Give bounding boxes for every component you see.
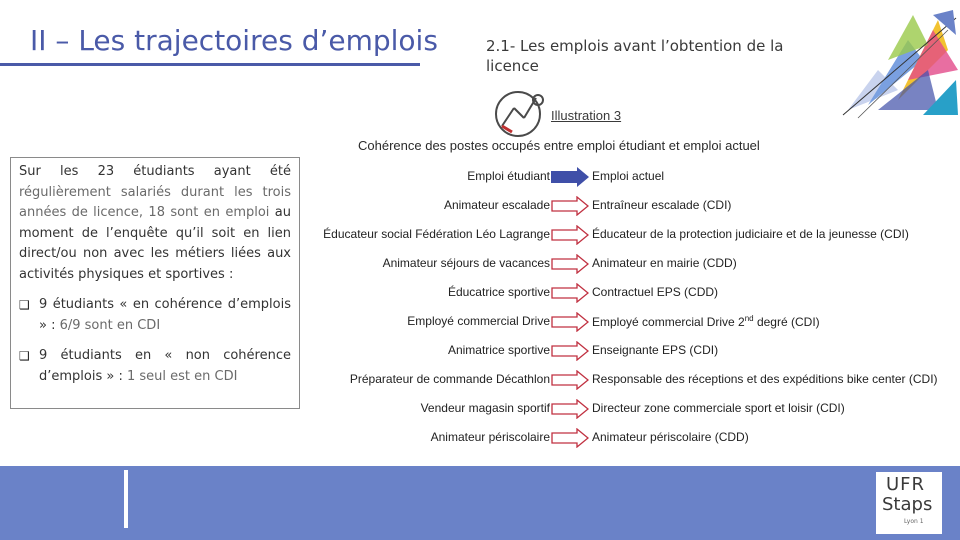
footer-divider (124, 470, 128, 528)
table-row (300, 395, 960, 424)
logo-text-lyon: Lyon 1 (904, 518, 924, 525)
section-subtitle: 2.1- Les emplois avant l’obtention de la licence (486, 37, 784, 75)
row-left: Préparateur de commande Décathlon (349, 372, 550, 386)
row-left: Animatrice sportive (447, 343, 550, 357)
row-left: Éducatrice sportive (447, 285, 550, 299)
arrow-right-icon (551, 283, 589, 303)
checkbox-bullet-icon: ❑ (19, 298, 30, 312)
row-right: Animateur en mairie (CDD) (592, 256, 737, 270)
logo-text-staps: Staps (882, 494, 933, 515)
bullet-coherent (19, 295, 291, 336)
illustration-caption: Cohérence des postes occupés entre emploi étudiant et emploi actuel (358, 138, 760, 153)
logo-text-ufr: UFR (886, 474, 926, 495)
row-left: Animateur périscolaire (430, 430, 550, 444)
row-right-main: Employé commercial Drive 2 (592, 315, 745, 329)
row-right-end: degré (CDI) (753, 315, 820, 329)
illustration-label: Illustration 3 (551, 108, 622, 123)
arrow-right-icon (551, 254, 589, 274)
table-row (300, 192, 960, 221)
summary-paragraph (19, 162, 291, 285)
summary-text-end: au moment de l’enquête qu’il soit en lien direct/ou non avec les métiers liées aux activités physiques et sportives : (19, 205, 291, 282)
table-row (300, 279, 960, 308)
table-row (300, 424, 960, 453)
table-row (300, 250, 960, 279)
bullet-main-text: 9 étudiants en « non cohérence d’emplois » : (39, 348, 291, 384)
row-right-sup: nd (744, 314, 754, 323)
arrow-right-icon (551, 312, 589, 332)
arrow-right-icon (551, 167, 589, 187)
table-row (300, 308, 960, 337)
arrow-right-icon (551, 399, 589, 419)
row-left: Employé commercial Drive (407, 314, 550, 328)
arrow-right-icon (551, 196, 589, 216)
header-right: Emploi actuel (592, 169, 665, 183)
decorative-pattern-icon (838, 10, 960, 120)
arrow-right-icon (551, 428, 589, 448)
page-title: II – Les trajectoires d’emplois (30, 24, 438, 57)
row-right: Éducateur de la protection judiciaire et de la jeunesse (CDI) (592, 227, 909, 241)
summary-text: Sur les 23 étudiants ayant été (19, 164, 291, 179)
row-right: Responsable des réceptions et des expéditions bike center (CDI) (592, 372, 938, 386)
summary-highlight: régulièrement salariés durant les trois années de licence, (19, 184, 291, 220)
header-left: Emploi étudiant (467, 169, 550, 183)
row-right: Enseignante EPS (CDI) (592, 343, 719, 357)
arrow-right-icon (551, 370, 589, 390)
bullet-non-coherent (19, 346, 291, 387)
summary-highlight-employed: 18 sont en emploi (148, 205, 270, 220)
checkbox-bullet-icon: ❑ (19, 349, 30, 363)
arrow-right-icon (551, 225, 589, 245)
row-left: Animateur escalade (443, 198, 550, 212)
title-underline (0, 63, 420, 66)
row-right: Animateur périscolaire (CDD) (592, 430, 749, 444)
table-row (300, 221, 960, 250)
summary-textbox (10, 157, 300, 409)
row-right: Directeur zone commerciale sport et loisir (CDI) (592, 401, 845, 415)
row-right: Contractuel EPS (CDD) (592, 285, 719, 299)
bullet-highlight: 1 seul est en CDI (126, 368, 238, 384)
bullet-highlight: 6/9 sont en CDI (59, 317, 161, 333)
bullet-text (39, 346, 291, 387)
ufr-staps-logo (876, 472, 942, 534)
table-row (300, 337, 960, 366)
table-row (300, 366, 960, 395)
row-right (592, 314, 820, 329)
bullet-main-text: 9 étudiants « en cohérence d’emplois » : (39, 297, 291, 333)
magnifier-chart-icon (484, 88, 550, 140)
row-left: Vendeur magasin sportif (420, 401, 550, 415)
row-left: Éducateur social Fédération Léo Lagrange (323, 227, 550, 241)
table-header-row (300, 163, 960, 192)
arrow-right-icon (551, 341, 589, 361)
bullet-text (39, 295, 291, 336)
footer-band (0, 466, 960, 540)
row-right: Entraîneur escalade (CDI) (592, 198, 732, 212)
row-left: Animateur séjours de vacances (382, 256, 550, 270)
